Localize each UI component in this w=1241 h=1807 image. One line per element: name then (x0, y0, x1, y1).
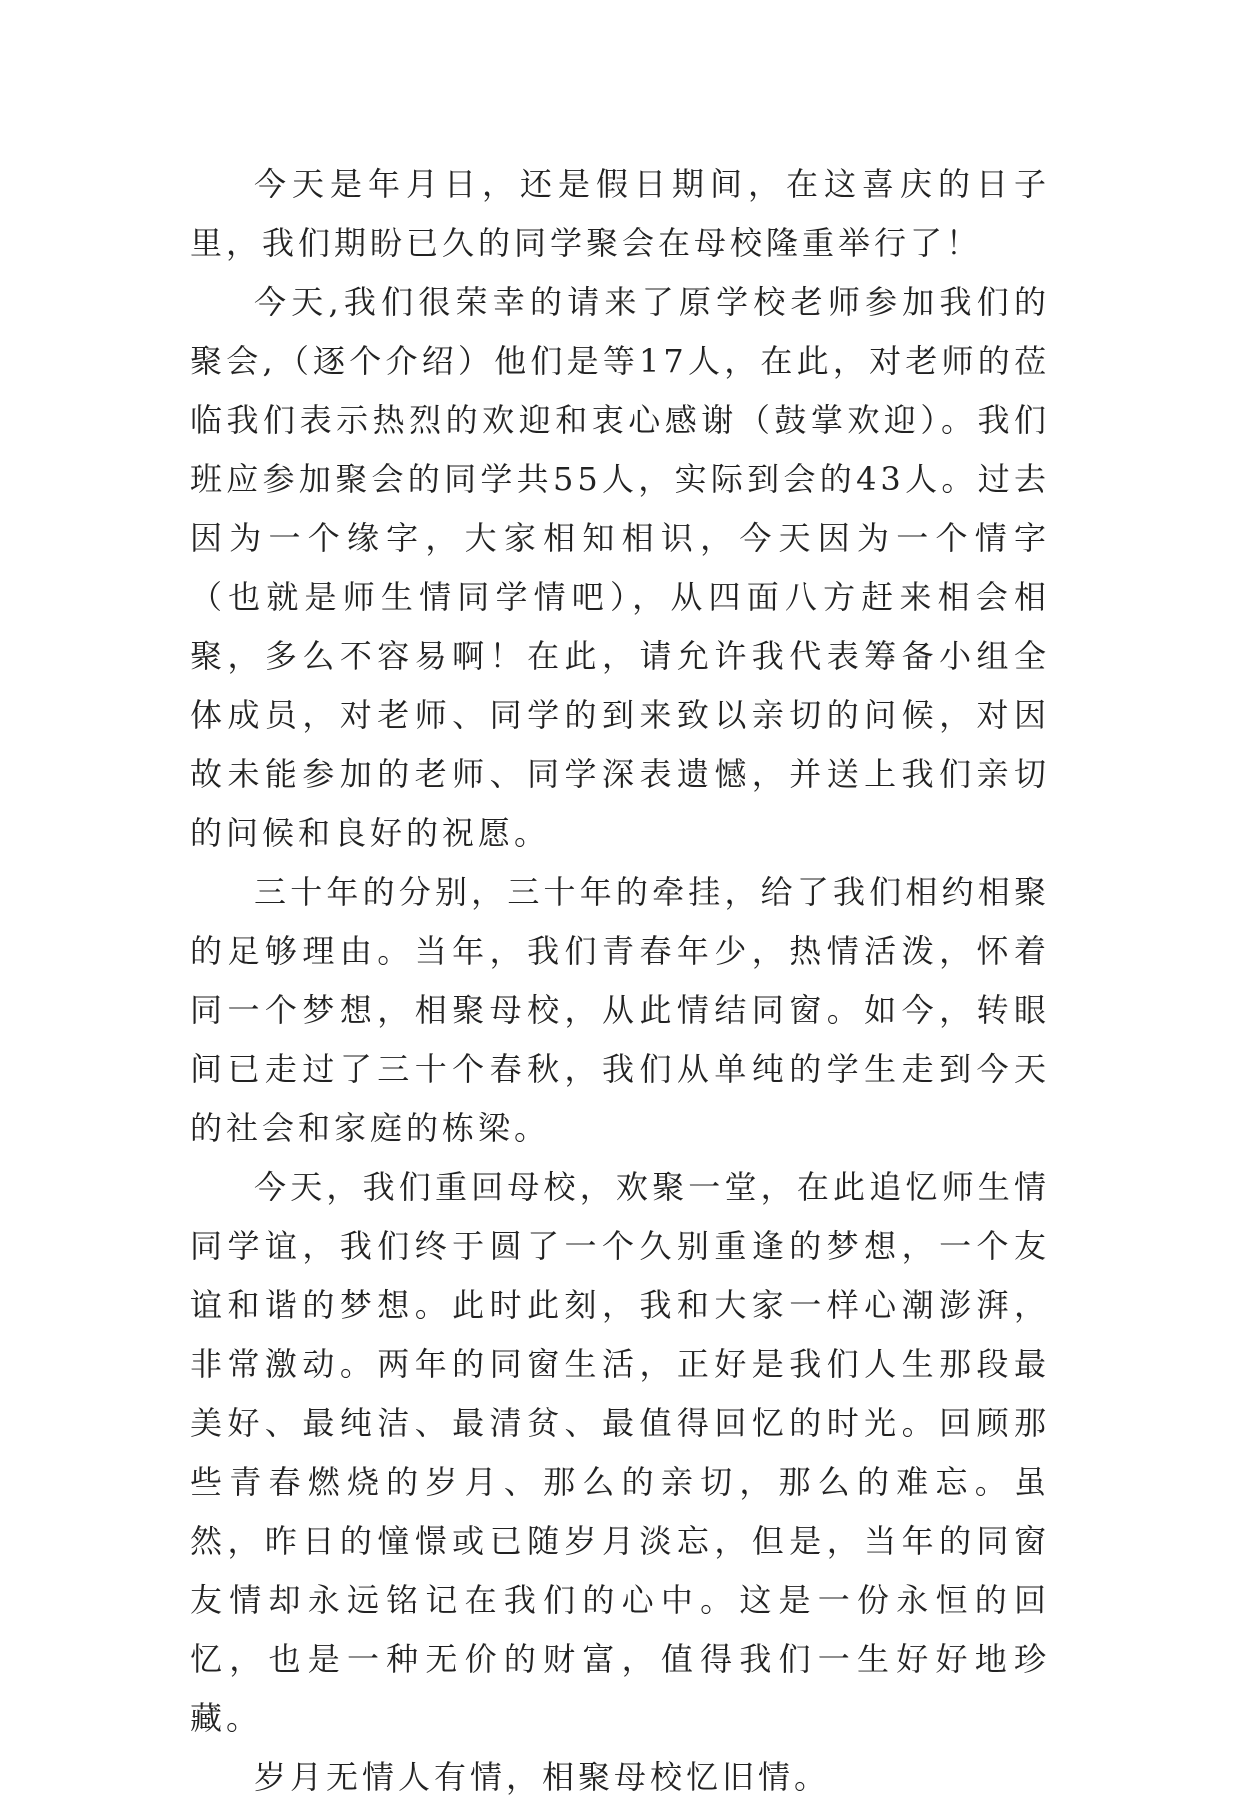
paragraph-closing: 岁月无情人有情，相聚母校忆旧情。 (254, 1758, 831, 1796)
paragraph-reunion: 今天，我们重回母校，欢聚一堂，在此追忆师生情同学谊，我们终于圆了一个久别重逢的梦想，一个友谊和谐的梦想。此时此刻，我和大家一样心潮澎湃，非常激动。两年的同窗生活，正好是我们人生那段最美好、最纯洁、最清贫、最值得回忆的时光。回顾那些青春燃烧的岁月、那么的亲切，那么的难忘。虽然，昨日的憧憬或已随岁月淡忘，但是，当年的同窗友情却永远铭记在我们的心中。这是一份永恒的回忆，也是一种无价的财富，值得我们一生好好地珍藏。 (190, 1168, 1050, 1737)
paragraph-opening: 今天是年月日，还是假日期间，在这喜庆的日子里，我们期盼已久的同学聚会在母校隆重举行了！ (190, 165, 1050, 262)
paragraph-thirty-years: 三十年的分别，三十年的牵挂，给了我们相约相聚的足够理由。当年，我们青春年少，热情活泼，怀着同一个梦想，相聚母校，从此情结同窗。如今，转眼间已走过了三十个春秋，我们从单纯的学生走到今天的社会和家庭的栋梁。 (190, 873, 1050, 1147)
paragraph-welcome-teachers: 今天,我们很荣幸的请来了原学校老师参加我们的聚会,（逐个介绍）他们是等17人，在此，对老师的莅临我们表示热烈的欢迎和衷心感谢（鼓掌欢迎）。我们班应参加聚会的同学共55人，实际到会的43人。过去因为一个缘字，大家相知相识，今天因为一个情字（也就是师生情同学情吧），从四面八方赶来相会相聚，多么不容易啊！在此，请允许我代表筹备小组全体成员，对老师、同学的到来致以亲切的问候，对因故未能参加的老师、同学深表遗憾，并送上我们亲切的问候和良好的祝愿。 (190, 283, 1050, 852)
document-body (190, 155, 1050, 1807)
